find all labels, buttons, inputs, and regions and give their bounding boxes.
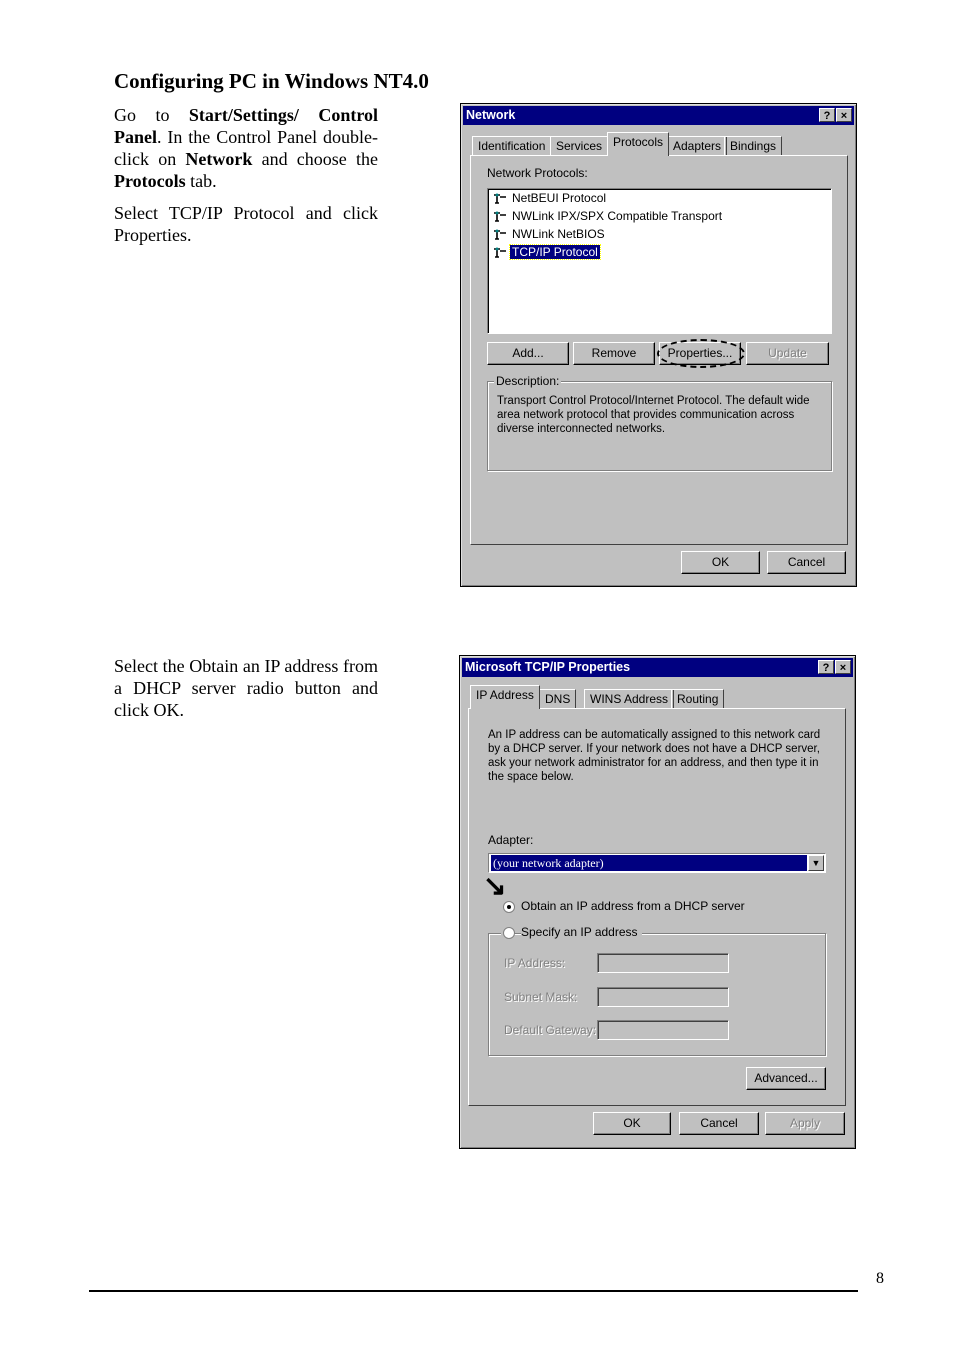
network-protocol-icon [492, 229, 508, 241]
network-dialog-titlebar [463, 106, 854, 125]
list-item[interactable] [492, 226, 607, 243]
network-protocol-icon [492, 211, 508, 223]
network-protocols-label: Network Protocols: [487, 166, 588, 180]
dhcp-info-text: An IP address can be automatically assigned to this network card by a DHCP server. If your network does not have a DHCP server, ask your network administrator for an address, and then type it in the space below. [488, 729, 821, 783]
specify-ip-legend [501, 925, 638, 942]
properties-button[interactable]: Properties... [659, 342, 741, 365]
instruction-paragraph-3: Select the Obtain an IP address from a DHCP server radio button and click OK. [114, 656, 378, 720]
text-network: Network [185, 149, 253, 169]
apply-button[interactable]: Apply [765, 1112, 845, 1135]
help-button[interactable]: ? [819, 108, 835, 122]
update-button[interactable]: Update [746, 342, 829, 365]
adapter-selected-value: (your network adapter) [491, 855, 807, 871]
tab-dns[interactable]: DNS [539, 689, 576, 709]
tab-adapters[interactable]: Adapters [667, 136, 727, 156]
list-item-label: NetBEUI Protocol [512, 191, 607, 205]
default-gateway-label: Default Gateway: [504, 1023, 597, 1037]
subnet-mask-label: Subnet Mask: [504, 990, 578, 1004]
help-button[interactable]: ? [818, 660, 834, 674]
radio-specify[interactable] [503, 927, 515, 939]
document-title: Configuring PC in Windows NT4.0 [114, 69, 429, 93]
advanced-button[interactable]: Advanced... [746, 1067, 826, 1090]
tab-ip-address[interactable]: IP Address [470, 685, 540, 709]
ip-address-panel [468, 708, 846, 1106]
remove-button[interactable]: Remove [573, 342, 655, 365]
network-protocol-icon [492, 193, 508, 205]
tab-protocols[interactable]: Protocols [607, 132, 669, 156]
add-button[interactable]: Add... [487, 342, 569, 365]
description-groupbox [487, 374, 832, 471]
arrow-pointer-icon: ↘ [483, 870, 507, 901]
tab-identification[interactable]: Identification [472, 136, 551, 156]
list-item-selected[interactable] [492, 244, 600, 261]
chevron-down-icon[interactable]: ▼ [808, 855, 824, 871]
close-button[interactable]: × [836, 108, 852, 122]
footer-rule [89, 1290, 858, 1292]
list-item-label: NWLink NetBIOS [512, 227, 605, 241]
instruction-paragraph-1 [114, 104, 378, 192]
adapter-label: Adapter: [488, 833, 534, 847]
radio-specify-label[interactable]: Specify an IP address [521, 925, 642, 939]
tab-bindings[interactable]: Bindings [724, 136, 782, 156]
close-button[interactable]: × [835, 660, 851, 674]
list-item-label: NWLink IPX/SPX Compatible Transport [512, 209, 723, 223]
network-dialog-title: Network [466, 108, 516, 122]
text-and-choose: and choose the [252, 149, 378, 169]
text-tab: tab. [185, 171, 217, 191]
network-protocol-icon [492, 247, 508, 259]
tab-routing[interactable]: Routing [671, 689, 724, 709]
page-number: 8 [876, 1270, 884, 1287]
tcpip-properties-dialog [459, 655, 856, 1149]
list-item-label: TCP/IP Protocol [512, 245, 598, 259]
description-label: Description: [496, 374, 560, 388]
tcpip-dialog-titlebar [462, 658, 853, 677]
subnet-mask-field[interactable] [597, 987, 729, 1007]
ip-address-field[interactable] [597, 953, 729, 973]
description-text: Transport Control Protocol/Internet Protocol. The default wide area network protocol that provides communication across diverse interconnected networks. [497, 395, 810, 435]
ip-address-label: IP Address: [504, 956, 566, 970]
cancel-button[interactable]: Cancel [679, 1112, 759, 1135]
text-path: Start/Settings/ Control Panel [114, 105, 378, 147]
network-dialog [460, 103, 857, 587]
default-gateway-field[interactable] [597, 1020, 729, 1040]
tab-services[interactable]: Services [550, 136, 608, 156]
specify-ip-groupbox [488, 925, 826, 1056]
ok-button[interactable]: OK [681, 551, 760, 574]
text-in-the: . In the Control Panel double-click on [114, 127, 378, 169]
radio-dhcp-label[interactable]: Obtain an IP address from a DHCP server [521, 899, 745, 913]
text-protocols: Protocols [114, 171, 186, 191]
list-item[interactable] [492, 208, 724, 225]
text-go-to: Go to [114, 105, 189, 125]
adapter-dropdown[interactable] [488, 853, 826, 873]
protocols-listbox[interactable] [487, 188, 832, 334]
list-item[interactable] [492, 190, 608, 207]
radio-dhcp[interactable] [503, 901, 515, 913]
ok-button[interactable]: OK [593, 1112, 671, 1135]
highlight-ellipse [657, 339, 745, 368]
tcpip-dialog-title: Microsoft TCP/IP Properties [465, 660, 631, 674]
cancel-button[interactable]: Cancel [767, 551, 846, 574]
instruction-paragraph-2: Select TCP/IP Protocol and click Properties. [114, 203, 378, 245]
tab-wins-address[interactable]: WINS Address [584, 689, 674, 709]
protocols-panel [470, 155, 848, 545]
